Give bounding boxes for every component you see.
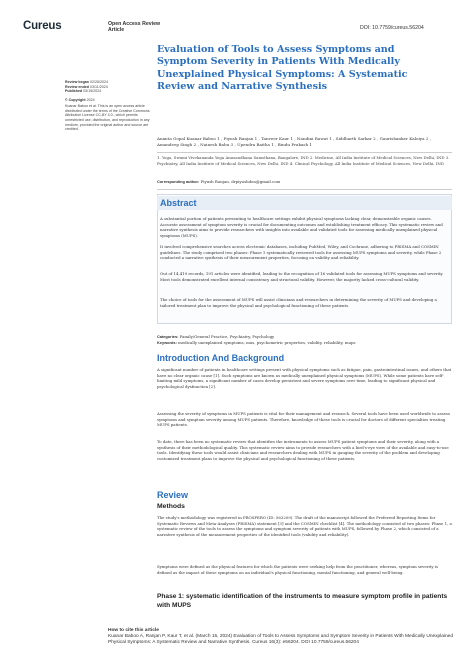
abstract-paragraph-2: It involved comprehensive searches across electronic databases, including PubMed, Wiley, and Cochrane, adhering to PRISMA and COSMIN guidelines. The study comprised two phases: Phase 1 systematically reviewed tools for assessing MUPS symptoms and severity, while Phase 2 conducted a narrative synthesis of their measurement properties, focusing on validity and reliability. xyxy=(160,244,442,261)
abstract-heading: Abstract xyxy=(157,196,452,210)
license-text: Kuanar Baboo et al. This is an open access article distributed under the terms of the Creative Commons Attribution License CC-BY 4.0., which permits unrestricted use, distribution, and reproduction in any medium, provided the original author and source are credited. xyxy=(65,103,150,132)
cureus-logo[interactable]: Cureus xyxy=(23,20,62,32)
review-ended-label: Review ended xyxy=(65,84,89,89)
intro-heading: Introduction And Background xyxy=(157,353,285,363)
article-type xyxy=(108,21,160,34)
cite-text: Kuanar Baboo A, Ranjan P, Kaur T, et al. (March 15, 2024) Evaluation of Tools to Assess Symptoms and Symptom Severity in Patients With Medically Unexplained Physical Symptoms: A Systematic Review and Narrative Synthesis. Cureus 16(3): e56204. DOI 10.7759/cureus.56204 xyxy=(108,634,454,646)
page-header xyxy=(0,0,474,40)
access-line-2: Article xyxy=(108,27,125,34)
published-row xyxy=(65,89,151,94)
review-heading: Review xyxy=(157,490,189,500)
intro-paragraph-1: A significant number of patients in healthcare settings present with physical symptoms such as fatigue, pain, gastrointestinal issues, and others that have no clear organic cause [1]. Such symptoms are known as medically unexplained physical symptoms (MUPS). While some patients have self-limiting mild symptoms, a significant number of cases develop persistent and severe symptoms over time, leading to significant physical and psychological dysfunction [2]. xyxy=(157,367,452,389)
abstract-paragraph-1: A substantial portion of patients presenting to healthcare settings exhibit physical symptoms lacking clear, demonstrable organic causes. Accurate assessment of symptom severity is crucial for documenting outcomes and establishing treatment efficacy. This systematic review and narrative synthesis aims to provide researchers with insights into available and validated tools for assessing medically unexplained physical symptoms (MUPS). xyxy=(160,216,443,238)
methods-heading: Methods xyxy=(157,503,185,510)
published-label: Published xyxy=(65,89,83,94)
affiliations: 1. Yoga, Swami Vivekananda Yoga Anusandhana Samsthana, Bangalore, IND 2. Medicine, All India Institute of Medical Sciences, New Delhi, IND 3. Psychiatry, All India Institute of Medical Sciences, New Delhi, IND 4. Clinical Psychology, All India Institute of Medical Sciences, New Delhi, IND xyxy=(157,152,452,167)
keywords-value: medically unexplained symptoms, mus, psychometric properties, validity, reliability, mups xyxy=(178,340,356,345)
corresponding-value[interactable]: Piyush Ranjan, drpiyushdon@gmail.com xyxy=(200,179,281,184)
phase1-heading: Phase 1: systematic identification of the instruments to measure symptom profile in patients with MUPS xyxy=(157,593,448,609)
review-began-label: Review began xyxy=(65,80,89,84)
copyright-year: 2024 xyxy=(86,98,95,103)
intro-paragraph-3: To date, there has been no systematic review that identifies the instruments to assess MUPS patient symptoms and their severity, along with a synthesis of their methodological quality. This systematic review aims to provide researchers with a bird's-eye view of the available and easy-to-use tools. Identifying these tools would assist clinicians and researchers dealing with MUPS in gauging the severity of the problem and developing customized treatment plans to improve the physical and psychological functioning of these patients. xyxy=(157,439,449,461)
keywords-label: Keywords: xyxy=(157,340,177,345)
categories-label: Categories: xyxy=(157,334,179,339)
review-ended-date: 03/11/2024 xyxy=(89,84,108,89)
citation-block xyxy=(108,628,463,646)
categories-block xyxy=(157,334,452,346)
corresponding-label: Corresponding author: xyxy=(157,179,200,184)
abstract-paragraph-3: Out of 14,419 records, 191 articles were identified, leading to the recognition of 16 validated tools for assessing MUPS symptoms and severity. Most tools demonstrated excellent internal consistency and structural validity. However, the majority lacked cross-cultural validity. xyxy=(160,271,444,282)
methods-paragraph-1: The study's methodology was registered in PROSPERO (ID: 563209). The draft of the manuscript followed the Preferred Reporting Items for Systematic Reviews and Meta-Analyses (PRISMA) statement [3] and the COSMIN checklist [4]. The methodology consisted of two phases: Phase 1, a systematic review of the tools to assess the symptoms and symptom severity of patients with MUPS, followed by Phase 2, which consisted of a narrative synthesis of the measurement properties of the identified tools (validity and reliability). xyxy=(157,515,452,537)
methods-paragraph-2: Symptoms were defined as the physical features for which the patients were seeking help from the practitioner, whereas, symptom severity is defined as the impact of these symptoms on an individual's physical functioning, mental functioning, and general well-being. xyxy=(157,564,439,575)
doi-link[interactable]: DOI: 10.7759/cureus.56204 xyxy=(360,25,424,31)
intro-paragraph-2: Assessing the severity of symptoms in MUPS patients is vital for their management and research. Several tools have been used worldwide to assess symptoms and symptom severity among MUPS patients. Therefore, knowledge of these tools is crucial for doctors of different specialties treating MUPS patients. xyxy=(157,411,450,428)
corresponding-author xyxy=(157,179,452,190)
copyright-row xyxy=(65,98,151,103)
copyright-label: © Copyright xyxy=(65,98,86,103)
cite-heading: How to cite this article xyxy=(108,628,159,633)
abstract-paragraph-4: The choice of tools for the assessment of MUPS will assist clinicians and researchers in determining the severity of MUPS and developing a tailored treatment plan to improve the physical and psychological functioning of these patients. xyxy=(160,297,437,308)
keywords-row xyxy=(157,340,452,346)
categories-value[interactable]: Family/General Practice, Psychiatry, Psychology xyxy=(179,334,275,339)
published-date: 03/15/2024 xyxy=(83,89,102,94)
article-meta xyxy=(65,80,151,132)
access-line-1: Open Access Review xyxy=(108,21,160,27)
review-began-date: 02/26/2024 xyxy=(89,80,108,84)
article-title: Evaluation of Tools to Assess Symptoms and Symptom Severity in Patients With Medically Unexplained Physical Symptoms: A Systematic Review and Narrative Synthesis xyxy=(157,44,408,92)
author-list: Ananta Gopal Kuanar Baboo 1 , Piyush Ranjan 1 , Tanveer Kaur 1 , Nandini Rawat 1 , Siddharth Sarkar 2 , Gaurishanker Kaloiya 2 , Amandeep Singh 2 , Nainesh Babu 3 , Upendra Baitha 1 , Bindu Prakash 1 xyxy=(157,136,432,148)
